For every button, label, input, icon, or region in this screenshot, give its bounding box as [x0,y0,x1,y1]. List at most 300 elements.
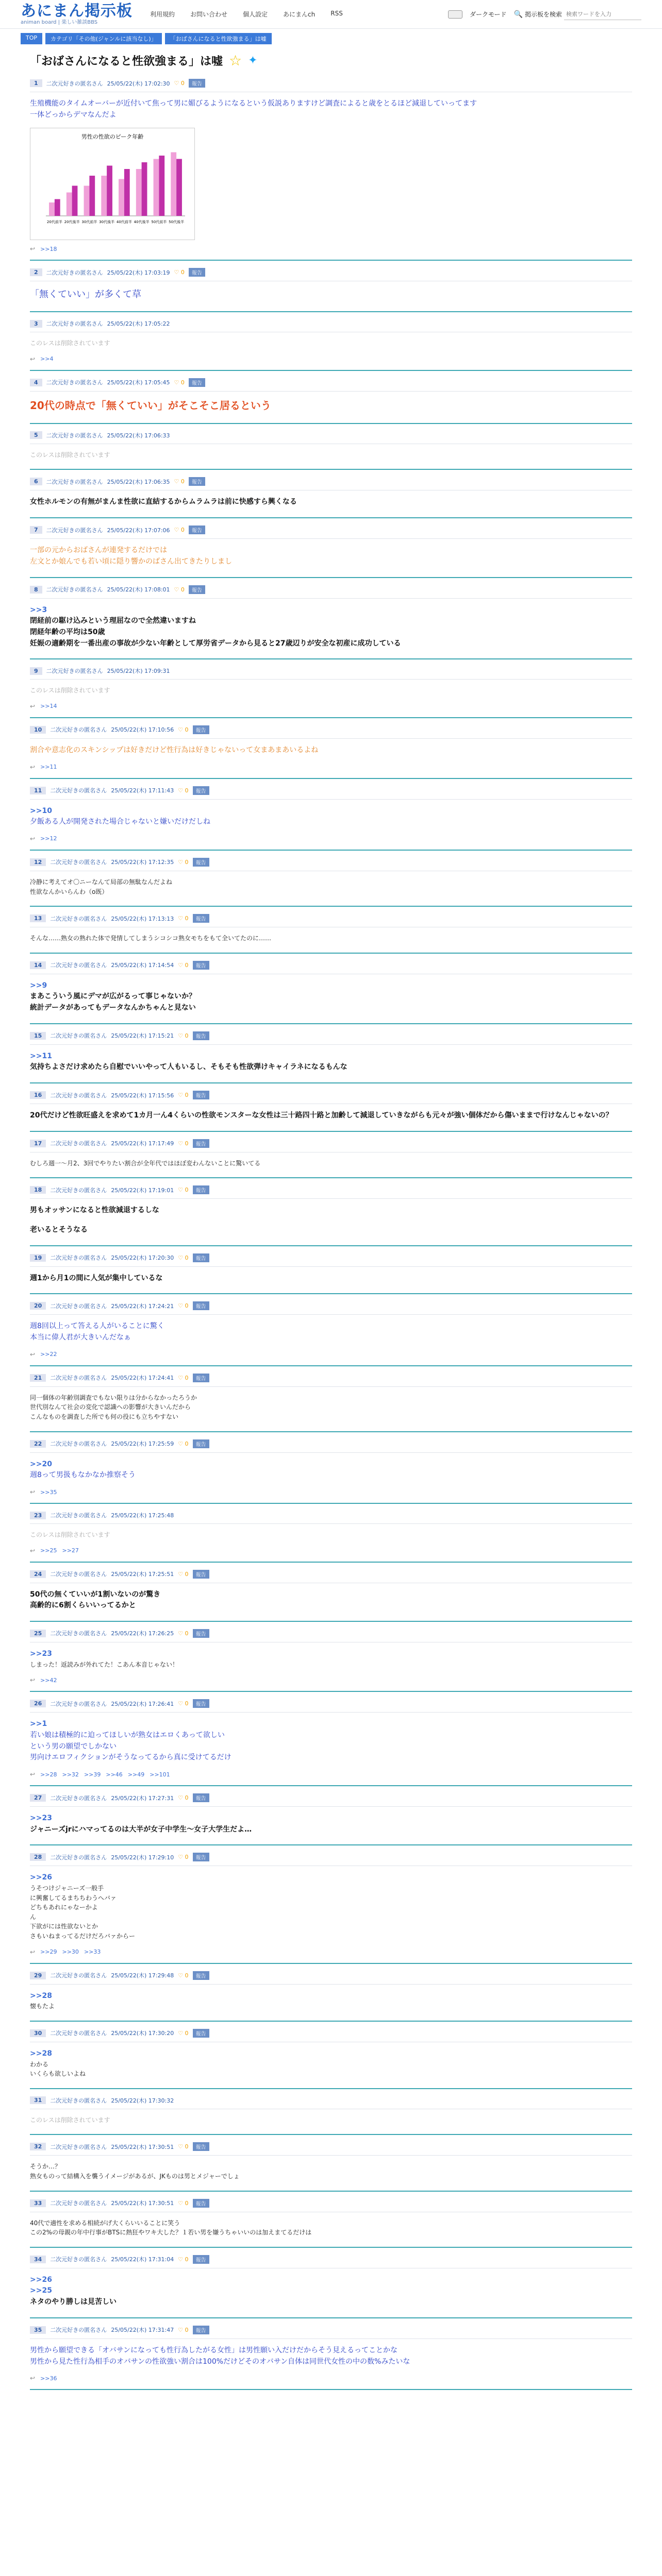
like-button[interactable]: ♡ 0 [178,915,189,922]
report-button[interactable]: 報告 [189,378,205,387]
post-number[interactable]: 13 [30,914,46,922]
report-button[interactable]: 報告 [193,1091,209,1099]
post-anchor-link[interactable]: >>28 [30,2049,52,2058]
post-date: 25/05/22(木) 17:13:13 [111,915,174,922]
post-text-line: 妊娠の適齢期を一番出産の事故が少ない年齢として厚労省データから見ると27歳辺りが安全な初産に成功している [30,639,401,648]
post-body [30,490,632,510]
post-text-line: 本当に偉人君が大きいんだなぁ [30,1333,131,1342]
reply-arrow-icon: ↩ [30,1547,36,1554]
post-body [30,800,632,830]
chart-bar [119,179,124,216]
post-author: 二次元好きの匿名さん [46,478,103,485]
post-text-line: 懐もたよ [30,2003,55,2010]
post-author: 二次元好きの匿名さん [50,1255,107,1262]
post-anchor-link[interactable]: >>23 [30,1649,52,1658]
post-author: 二次元好きの匿名さん [50,1512,107,1519]
post-text-line: 男もオッサンになると性欲減退するしな [30,1206,159,1215]
post-number[interactable]: 30 [30,2029,46,2037]
like-button[interactable]: ♡ 0 [178,2326,189,2333]
post-text-line: に興奮してるまちちわうへバァ [30,1894,117,1902]
chart-bar [84,186,90,216]
post-list [0,72,662,2390]
post-anchor-link[interactable]: >>3 [30,605,47,614]
post-number[interactable]: 22 [30,1440,46,1448]
twitter-share-icon[interactable]: ✦ [248,54,258,67]
breadcrumb-top[interactable]: TOP [21,33,42,44]
post-date: 25/05/22(木) 17:10:56 [111,726,174,734]
post-anchor-link[interactable]: >>20 [30,1460,52,1468]
post-number[interactable]: 12 [30,858,46,866]
post-header [30,723,632,739]
post-number[interactable]: 33 [30,2199,46,2207]
report-button[interactable]: 報告 [189,585,205,594]
like-button[interactable]: ♡ 0 [178,1630,189,1637]
reply-link[interactable]: >>11 [40,764,57,771]
chart-category-label: 40代後半 [134,220,150,225]
report-button[interactable]: 報告 [193,858,209,867]
post-text-line: 統計データがあってもデータなんかちゃんと見ない [30,1004,196,1012]
post [30,1083,632,1132]
post-header [30,1183,632,1199]
post-anchor-link[interactable]: >>11 [30,1052,52,1060]
report-button[interactable]: 報告 [193,961,209,970]
post-date: 25/05/22(木) 17:06:35 [107,478,170,485]
post-header [30,1299,632,1315]
chart-bar [107,166,112,216]
post-number[interactable]: 16 [30,1091,46,1099]
post-number[interactable]: 29 [30,1972,46,1979]
like-button[interactable]: ♡ 0 [178,726,189,733]
like-button[interactable]: ♡ 0 [178,2256,189,2263]
like-button[interactable]: ♡ 0 [178,2143,189,2150]
post-text-line: 高齢的に6割くらいいってるかと [30,1601,136,1610]
post-body [30,1642,632,1671]
report-button[interactable]: 報告 [193,1570,209,1579]
post-number[interactable]: 31 [30,2096,46,2104]
post-header [30,1509,632,1524]
post-text-line: 夕飯ある人が開発された場合じゃないと嫌いだけだしね [30,818,210,826]
reply-link[interactable]: >>101 [150,1771,170,1778]
post-author: 二次元好きの匿名さん [46,527,103,534]
post-date: 25/05/22(木) 17:15:56 [111,1092,174,1099]
post-body [30,1104,632,1124]
post-body [30,680,632,698]
post-date: 25/05/22(木) 17:09:31 [107,668,170,675]
report-button[interactable]: 報告 [193,1139,209,1148]
post [30,2089,632,2136]
report-button[interactable]: 報告 [193,1699,209,1708]
post-date: 25/05/22(木) 17:30:51 [111,2200,174,2207]
post-text-line: 閉経前の駆け込みという理屈なので全然違いますね [30,617,196,625]
post-text-line: 下欲がには性欲ないとか [30,1923,98,1930]
post-text-line: 若い娘は積極的に迫ってほしいが熟女はエロくあって欲しい [30,1731,225,1739]
post-number[interactable]: 27 [30,1794,46,1802]
post-number[interactable]: 8 [30,586,42,594]
post [30,2022,632,2089]
post-date: 25/05/22(木) 17:20:30 [111,1255,174,1262]
like-button[interactable]: ♡ 0 [178,1972,189,1979]
post [30,779,632,851]
post-author: 二次元好きの匿名さん [50,1700,107,1707]
post-date: 25/05/22(木) 17:05:22 [107,320,170,328]
post-text-line: 20代だけど性欲旺盛えを求めて1カ月一ん4くらいの性欲モンスターな女性は三十路四十路と加齢して減退していきながらも元々が強い個体だから傷いままで行けなんじゃないの？ [30,1111,613,1120]
post-body [30,1453,632,1483]
post-text-line: 週8って男扱もなかなか推察そう [30,1471,136,1480]
post-anchor-link[interactable]: >>26 [30,2275,52,2284]
post-text-line: こんなものを調査した所でも何の役にも立ちやすない [30,1413,179,1421]
post-author: 二次元好きの匿名さん [50,1140,107,1147]
report-button[interactable]: 報告 [193,1793,209,1802]
like-button[interactable]: ♡ 0 [178,787,189,794]
post-text-line: このレスは削除されています [30,1531,110,1539]
like-button[interactable]: ♡ 0 [178,1440,189,1447]
post-header [30,1697,632,1713]
post-text-line: ネタのやり勝しは見苦しい [30,2298,117,2307]
post-anchor-link[interactable]: >>10 [30,806,52,815]
report-button[interactable]: 報告 [193,1185,209,1194]
post [30,2318,632,2390]
post-number[interactable]: 5 [30,431,42,439]
post-text-line: 週8回以上って答える人がいることに驚く [30,1322,164,1331]
post-number[interactable]: 20 [30,1302,46,1310]
post [30,1786,632,1845]
like-button[interactable]: ♡ 0 [174,527,185,534]
post-author: 二次元好きの匿名さん [50,2256,107,2263]
search-label: 掲示板を検索 [524,11,562,18]
post-text-line: さもいねまってるだけだろバァからー [30,1933,136,1940]
post-body [30,1387,632,1424]
breadcrumb-category[interactable]: カテゴリ「その他(ジャンルに該当なし)」 [45,33,162,44]
post-author: 二次元好きの匿名さん [50,787,107,794]
favorite-star-icon[interactable]: ☆ [229,52,242,69]
like-button[interactable]: ♡ 0 [174,478,185,485]
report-button[interactable]: 報告 [193,1439,209,1448]
post-date: 25/05/22(木) 17:02:30 [107,80,170,87]
post-date: 25/05/22(木) 17:06:33 [107,432,170,439]
post-header [30,266,632,281]
post-text-line: 「無くていい」が多くて草 [30,289,141,300]
logo-title[interactable]: あにまん掲示板 [21,2,133,20]
post-header [30,77,632,92]
like-button[interactable]: ♡ 0 [174,586,185,593]
reply-link[interactable]: >>29 [40,1948,57,1956]
like-button[interactable]: ♡ 0 [178,961,189,969]
post-text-line: 男向けエロフィクションがそうなってるから真に受けてるだけ [30,1753,231,1762]
post-header [30,376,632,392]
site-header [0,0,662,29]
post-number[interactable]: 9 [30,667,42,675]
like-button[interactable]: ♡ 0 [178,1187,189,1194]
post-author: 二次元好きの匿名さん [50,1854,107,1861]
report-button[interactable]: 報告 [193,1971,209,1980]
reply-link[interactable]: >>25 [40,1547,57,1554]
post-text-line: そうか…？ [30,2163,61,2171]
post-number[interactable]: 7 [30,526,42,534]
post-number[interactable]: 3 [30,320,42,328]
reply-links [30,1351,632,1358]
reply-arrow-icon: ↩ [30,1350,36,1358]
post-number[interactable]: 34 [30,2256,46,2263]
reply-link[interactable]: >>18 [40,245,57,252]
reply-link[interactable]: >>14 [40,703,57,710]
like-button[interactable]: ♡ 0 [178,1374,189,1381]
post-header [30,1437,632,1453]
post-date: 25/05/22(木) 17:24:41 [111,1375,174,1382]
post [30,2248,632,2318]
report-button[interactable]: 報告 [193,1853,209,1861]
report-button[interactable]: 報告 [189,79,205,88]
post-header [30,665,632,680]
post-author: 二次元好きの匿名さん [50,1440,107,1448]
report-button[interactable]: 報告 [193,1374,209,1382]
post-author: 二次元好きの匿名さん [50,2327,107,2334]
post-text-line: 50代の無くていいが1割いないのが驚き [30,1590,161,1599]
report-button[interactable]: 報告 [189,477,205,486]
post-number[interactable]: 18 [30,1186,46,1194]
reply-arrow-icon: ↩ [30,1676,36,1684]
post-body [30,444,632,462]
post-date: 25/05/22(木) 17:07:06 [107,527,170,534]
report-button[interactable]: 報告 [193,2142,209,2151]
post-anchor-link[interactable]: >>28 [30,1991,52,2000]
reply-arrow-icon: ↩ [30,835,36,842]
post-author: 二次元好きの匿名さん [50,1630,107,1637]
report-button[interactable]: 報告 [193,786,209,795]
like-button[interactable]: ♡ 0 [178,858,189,866]
post-author: 二次元好きの匿名さん [50,1375,107,1382]
post-number[interactable]: 14 [30,961,46,969]
report-button[interactable]: 報告 [193,1031,209,1040]
post-number[interactable]: 10 [30,726,46,734]
post-number[interactable]: 32 [30,2143,46,2150]
reply-link[interactable]: >>46 [106,1771,123,1778]
like-button[interactable]: ♡ 0 [178,1854,189,1861]
reply-link[interactable]: >>49 [127,1771,145,1778]
site-logo[interactable] [21,3,133,26]
post-number[interactable]: 26 [30,1700,46,1707]
post-author: 二次元好きの匿名さん [50,1571,107,1578]
post-date: 25/05/22(木) 17:08:01 [107,586,170,594]
post [30,1246,632,1295]
post-number[interactable]: 23 [30,1512,46,1519]
report-button[interactable]: 報告 [189,268,205,277]
post-header [30,1029,632,1045]
nav-settings[interactable]: 個人設定 [243,11,268,18]
chart-category-label: 30代前半 [81,220,97,225]
report-button[interactable]: 報告 [193,725,209,734]
search-icon[interactable]: 🔍 [514,10,523,19]
dark-mode-toggle[interactable] [448,10,462,19]
post [30,954,632,1024]
nav-animanch[interactable]: あにまんch [283,11,316,18]
post-text-line [30,1216,632,1225]
report-button[interactable]: 報告 [189,526,205,534]
reply-link[interactable]: >>33 [84,1948,101,1956]
report-button[interactable]: 報告 [193,2326,209,2334]
post-number[interactable]: 2 [30,268,42,276]
post-text-line: 男性から見た性行為相手のオバサンの性欲強い割合は100%だけどそのオバサン自体は同世代女性の中の数%みたいな [30,2357,410,2366]
post-number[interactable]: 17 [30,1140,46,1147]
post-body [30,1713,632,1766]
breadcrumb-thread[interactable]: 「おばさんになると性欲強まる」は嘘 [165,33,272,44]
like-button[interactable]: ♡ 0 [178,1032,189,1039]
post-number[interactable]: 6 [30,478,42,485]
post-text-line: わかる [30,2060,49,2068]
like-button[interactable]: ♡ 0 [174,379,185,386]
report-button[interactable]: 報告 [193,1253,209,1262]
reply-links [30,835,632,842]
post-text-line: 左文とか娘んでも若い頃に隠り響かのばさん出てきたりしまし [30,557,232,566]
post-number[interactable]: 25 [30,1630,46,1637]
post-number[interactable]: 19 [30,1254,46,1262]
chart-bar [67,193,72,216]
reply-link[interactable]: >>27 [62,1547,79,1554]
chart-bar [72,186,78,216]
post-header [30,1627,632,1642]
like-button[interactable]: ♡ 0 [174,269,185,276]
post-header [30,583,632,599]
post-header [30,1568,632,1583]
post [30,718,632,779]
post-text-line: 同一個体の年齢別調査でもない限りは分からなかったろうか [30,1394,197,1401]
post [30,907,632,954]
post-date: 25/05/22(木) 17:17:49 [111,1140,174,1147]
post-anchor-link[interactable]: >>1 [30,1720,47,1728]
post-header [30,1371,632,1387]
reply-links [30,2375,632,2382]
dark-mode-label: ダークモード [470,11,507,18]
chart-bar [49,202,55,216]
post-anchor-link[interactable]: >>9 [30,981,47,990]
reply-link[interactable]: >>22 [40,1351,57,1358]
reply-link[interactable]: >>28 [40,1771,57,1778]
post-author: 二次元好きの匿名さん [46,586,103,594]
report-button[interactable]: 報告 [193,914,209,923]
post-date: 25/05/22(木) 17:25:59 [111,1440,174,1448]
report-button[interactable]: 報告 [193,2029,209,2038]
reply-link[interactable]: >>36 [40,2375,57,2382]
reply-link[interactable]: >>32 [62,1771,79,1778]
post-header [30,912,632,927]
search-input[interactable] [564,9,641,20]
post-date: 25/05/22(木) 17:05:45 [107,379,170,386]
post-author: 二次元好きの匿名さん [50,1032,107,1040]
post-number[interactable]: 4 [30,379,42,386]
post-date: 25/05/22(木) 17:03:19 [107,269,170,276]
post-text-line: 熟女ものって結構入を襲うイメージがあるが、JKものは男とメジャーでしょ [30,2172,240,2180]
post-text-line: どちもあれにゃなーかよ [30,1904,98,1911]
like-button[interactable]: ♡ 0 [178,2029,189,2037]
post-text-line: この2%の母親の年中行事がBTSに熱狂やワキ大した？１若い男を嫌うちゃいいのは加えまてるだけは [30,2229,312,2236]
like-button[interactable]: ♡ 0 [178,1140,189,1147]
post-number[interactable]: 1 [30,79,42,87]
nav-contact[interactable]: お問い合わせ [190,11,228,18]
nav-terms[interactable]: 利用規約 [150,11,175,18]
post-body [30,871,632,899]
post-number[interactable]: 24 [30,1570,46,1578]
post-number[interactable]: 28 [30,1853,46,1861]
like-button[interactable]: ♡ 0 [178,1302,189,1310]
nav-rss[interactable]: RSS [330,10,343,17]
post-text-line: このレスは削除されています [30,340,110,347]
post-text-line: 世代別なんて社会の変化で認識への影響が大きいんだから [30,1403,191,1411]
reply-link[interactable]: >>39 [84,1771,101,1778]
post-header [30,1137,632,1153]
post-text-line: 閉経年齢の平均は50歳 [30,628,105,636]
post [30,518,632,578]
chart-image[interactable] [30,128,195,240]
post [30,1504,632,1563]
like-button[interactable]: ♡ 0 [178,1794,189,1802]
like-button[interactable]: ♡ 0 [178,1092,189,1099]
post-body [30,1524,632,1542]
post-date: 25/05/22(木) 17:25:48 [111,1512,174,1519]
like-button[interactable]: ♡ 0 [178,2199,189,2207]
post-date: 25/05/22(木) 17:19:01 [111,1187,174,1194]
report-button[interactable]: 報告 [193,2199,209,2208]
post-number[interactable]: 21 [30,1374,46,1382]
report-button[interactable]: 報告 [193,1629,209,1638]
like-button[interactable]: ♡ 0 [178,1570,189,1578]
post-header [30,1791,632,1807]
post-author: 二次元好きの匿名さん [46,668,103,675]
chart-bar [171,152,176,216]
post-text-line: まあこういう風にデマが広がるって事じゃないか？ [30,992,196,1001]
post-header [30,784,632,800]
reply-link[interactable]: >>42 [40,1676,57,1684]
post-header [30,1851,632,1866]
post-anchor-link[interactable]: >>25 [30,2286,52,2295]
report-button[interactable]: 報告 [193,2255,209,2264]
post-anchor-link[interactable]: >>23 [30,1814,52,1823]
report-button[interactable]: 報告 [193,1301,209,1310]
post-date: 25/05/22(木) 17:14:54 [111,962,174,969]
like-button[interactable]: ♡ 0 [178,1254,189,1261]
post [30,261,632,312]
post-body [30,1807,632,1837]
post-number[interactable]: 15 [30,1032,46,1040]
like-button[interactable]: ♡ 0 [178,1700,189,1707]
post-header [30,2027,632,2042]
post-header [30,1089,632,1104]
post-header [30,2197,632,2212]
thread-title: 「おばさんになると性欲強まる」は嘘 [30,55,223,68]
post-author: 二次元好きの匿名さん [50,915,107,922]
post-number[interactable]: 11 [30,787,46,794]
reply-link[interactable]: >>4 [40,355,54,363]
post-text-line: 週1から月1の間に人気が集中しているな [30,1274,163,1282]
post-body [30,2339,632,2369]
post-text-line: 性欲なんかいらんわ（o既） [30,888,108,895]
post-text-line: 割合や意志化のスキンシップは好きだけど性行為は好きじゃないって女まあまあいるよね [30,745,319,754]
post-body [30,927,632,945]
like-button[interactable]: ♡ 0 [174,80,185,87]
post-author: 二次元好きの匿名さん [50,1092,107,1099]
chart-bar [124,169,130,216]
chart-bar [89,176,95,216]
post-number[interactable]: 35 [30,2326,46,2334]
post-body [30,2109,632,2127]
post-date: 25/05/22(木) 17:27:31 [111,1794,174,1802]
post-header [30,856,632,871]
post-anchor-link[interactable]: >>26 [30,1873,52,1882]
reply-arrow-icon: ↩ [30,1488,36,1496]
post-body [30,1866,632,1943]
reply-link[interactable]: >>35 [40,1488,57,1496]
post-body [30,2268,632,2310]
reply-link[interactable]: >>30 [62,1948,79,1956]
reply-link[interactable]: >>12 [40,835,57,842]
